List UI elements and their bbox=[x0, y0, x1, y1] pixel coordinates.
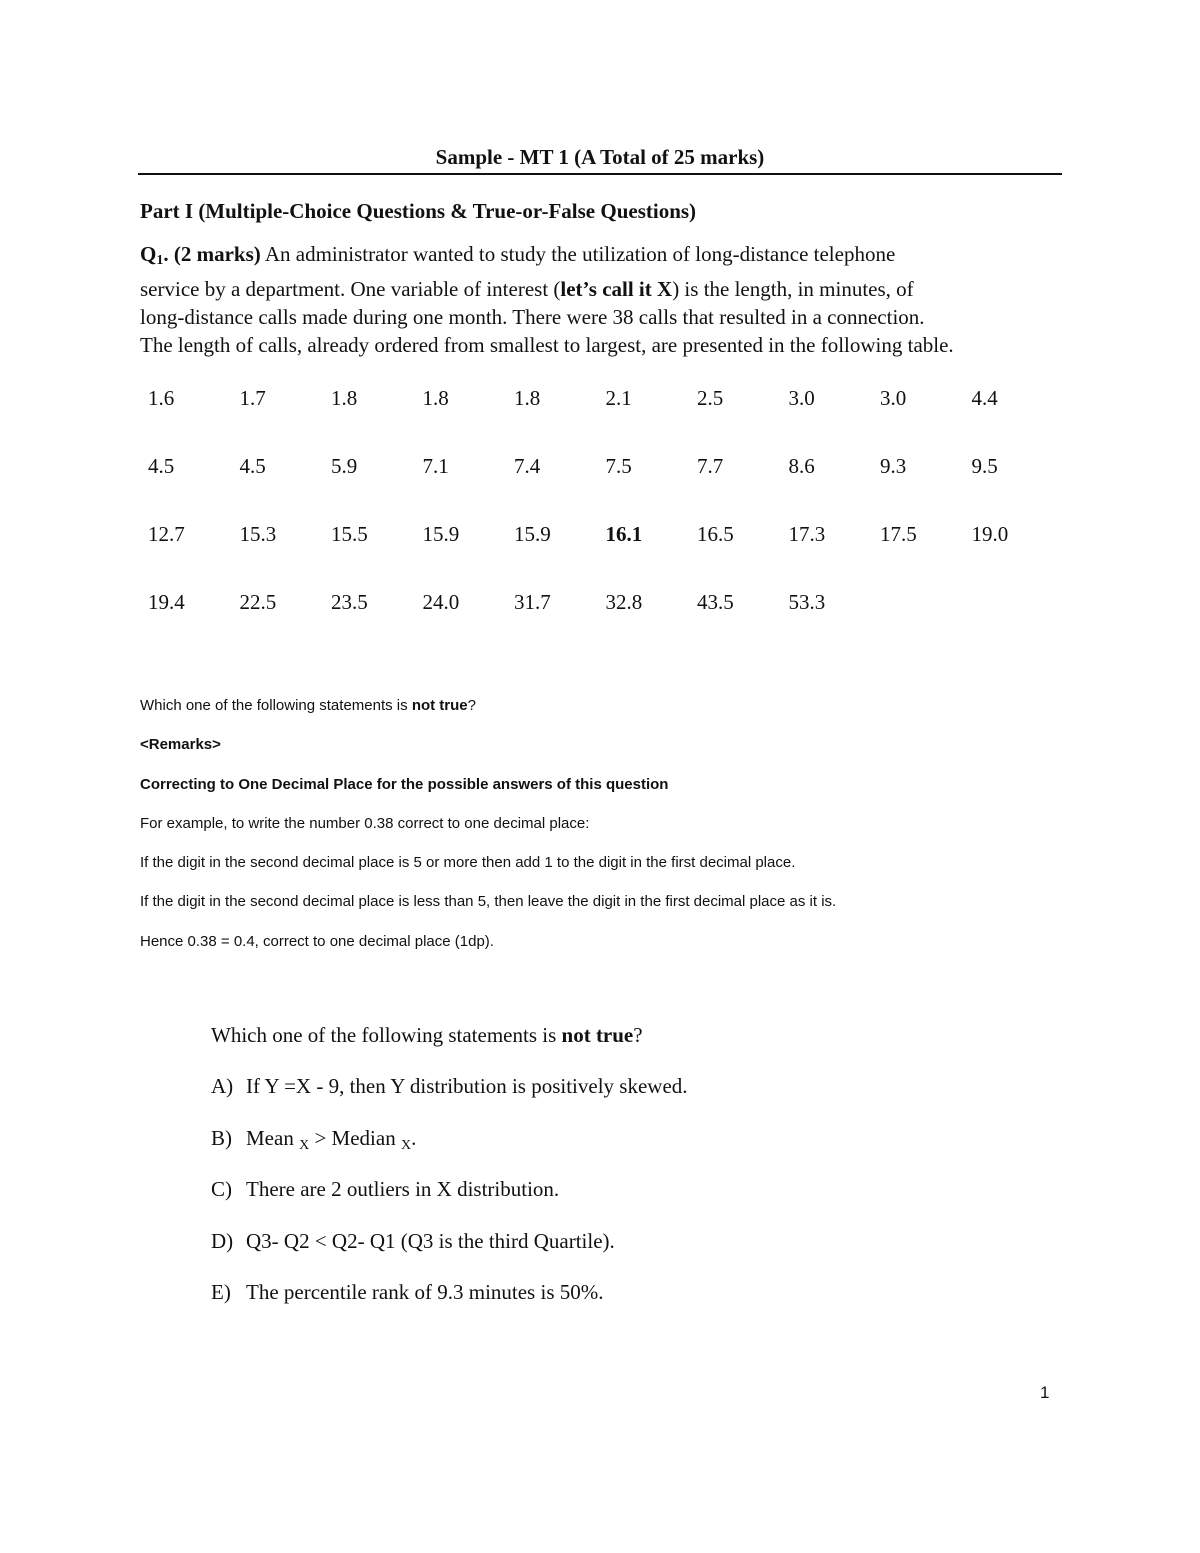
question-1-label-q: Q bbox=[140, 242, 157, 266]
options-question-emphasis: not true bbox=[561, 1023, 634, 1047]
table-cell: 4.5 bbox=[239, 454, 266, 478]
option-b-letter: B) bbox=[211, 1125, 232, 1150]
table-cell: 3.0 bbox=[880, 386, 907, 410]
option-b bbox=[211, 1123, 688, 1153]
question-1-label-number: 1 bbox=[156, 253, 164, 268]
table-cell: 1.6 bbox=[148, 386, 175, 410]
remarks-question-emphasis: not true bbox=[411, 697, 468, 714]
table-cell: 1.8 bbox=[422, 386, 449, 410]
option-e-text: The percentile rank of 9.3 minutes is 50%. bbox=[246, 1280, 604, 1304]
table-row bbox=[148, 590, 1063, 658]
option-d bbox=[211, 1226, 688, 1256]
option-d-text: Q3- Q2 < Q2- Q1 (Q3 is the third Quartile). bbox=[246, 1228, 615, 1253]
option-b-median: > Median bbox=[309, 1125, 401, 1150]
answer-options bbox=[211, 1020, 688, 1329]
option-c-text: There are 2 outliers in X distribution. bbox=[246, 1177, 560, 1201]
remarks-rule-2: If the digit in the second decimal place is less than 5, then leave the digit in the first decimal place as it is. bbox=[140, 893, 837, 911]
option-a bbox=[211, 1071, 688, 1101]
remarks-subheading: Correcting to One Decimal Place for the possible answers of this question bbox=[140, 775, 669, 793]
question-1-text-1: An administrator wanted to study the utilization of long-distance telephone bbox=[260, 242, 896, 266]
call-length-table bbox=[148, 386, 1063, 658]
remarks-heading: <Remarks> bbox=[140, 736, 221, 754]
option-a-letter: A) bbox=[211, 1074, 234, 1098]
question-1-line-1 bbox=[140, 240, 1080, 275]
table-cell: 4.4 bbox=[971, 386, 998, 410]
table-cell: 15.5 bbox=[331, 522, 368, 546]
table-cell: 7.7 bbox=[697, 454, 724, 478]
remarks-rule-1: If the digit in the second decimal place is 5 or more then add 1 to the digit in the first decimal place. bbox=[140, 854, 796, 872]
table-cell: 17.5 bbox=[880, 522, 917, 546]
question-1-text-2a: service by a department. One variable of interest ( bbox=[140, 277, 561, 301]
table-cell: 8.6 bbox=[788, 454, 815, 478]
table-cell: 9.5 bbox=[971, 454, 998, 478]
question-1-line-4: The length of calls, already ordered from smallest to largest, are presented in the following table. bbox=[140, 333, 954, 357]
remarks-question-mark: ? bbox=[467, 697, 476, 714]
table-cell: 16.5 bbox=[697, 522, 734, 546]
option-c-letter: C) bbox=[211, 1177, 232, 1201]
question-1-label bbox=[140, 242, 261, 266]
table-cell: 19.4 bbox=[148, 590, 185, 614]
option-b-end: . bbox=[411, 1125, 417, 1150]
question-1-text-2b: ) is the length, in minutes, of bbox=[672, 277, 914, 301]
title-divider bbox=[138, 173, 1062, 175]
question-1-line-3: long-distance calls made during one month. There were 38 calls that resulted in a connection. bbox=[140, 305, 925, 329]
table-row bbox=[148, 522, 1063, 590]
option-b-mean-subscript: X bbox=[299, 1137, 310, 1153]
part-heading: Part I (Multiple-Choice Questions & True-or-False Questions) bbox=[140, 199, 697, 223]
question-1-variable-name: let’s call it X bbox=[560, 277, 673, 301]
table-cell: 15.3 bbox=[239, 522, 277, 546]
table-cell: 9.3 bbox=[880, 454, 907, 478]
table-cell: 16.1 bbox=[605, 522, 643, 546]
remarks-question bbox=[140, 696, 836, 716]
table-cell: 7.4 bbox=[514, 454, 541, 478]
table-cell: 19.0 bbox=[971, 522, 1009, 546]
remarks-conclusion: Hence 0.38 = 0.4, correct to one decimal place (1dp). bbox=[140, 932, 494, 950]
option-e-letter: E) bbox=[211, 1280, 231, 1304]
options-question-text: Which one of the following statements is bbox=[211, 1023, 562, 1047]
table-cell: 32.8 bbox=[605, 590, 643, 614]
remarks-example: For example, to write the number 0.38 correct to one decimal place: bbox=[140, 814, 590, 832]
table-cell: 15.9 bbox=[514, 522, 551, 546]
table-cell: 1.8 bbox=[514, 386, 541, 410]
table-cell: 12.7 bbox=[148, 522, 185, 546]
table-row bbox=[148, 454, 1063, 522]
table-cell: 31.7 bbox=[514, 590, 551, 614]
table-cell: 1.7 bbox=[239, 386, 266, 410]
table-cell: 2.1 bbox=[605, 386, 632, 410]
table-cell: 43.5 bbox=[697, 590, 734, 614]
table-cell: 23.5 bbox=[331, 590, 368, 614]
table-cell: 24.0 bbox=[422, 590, 460, 614]
table-cell: 1.8 bbox=[331, 386, 358, 410]
options-question bbox=[211, 1020, 688, 1050]
table-cell: 53.3 bbox=[788, 590, 826, 614]
question-1-marks: . (2 marks) bbox=[163, 242, 261, 266]
table-cell: 17.3 bbox=[788, 522, 826, 546]
page-number: 1 bbox=[1040, 1383, 1050, 1402]
option-c bbox=[211, 1174, 688, 1204]
table-cell: 2.5 bbox=[697, 386, 724, 410]
option-d-letter: D) bbox=[211, 1228, 234, 1253]
table-cell: 3.0 bbox=[788, 386, 815, 410]
options-question-mark: ? bbox=[633, 1023, 643, 1047]
table-cell bbox=[972, 590, 1064, 658]
option-a-text: If Y =X - 9, then Y distribution is positively skewed. bbox=[246, 1074, 688, 1098]
table-cell: 7.1 bbox=[422, 454, 449, 478]
option-b-median-subscript: X bbox=[400, 1137, 412, 1153]
table-cell: 5.9 bbox=[331, 454, 358, 478]
table-cell: 15.9 bbox=[422, 522, 460, 546]
remarks-question-text: Which one of the following statements is bbox=[140, 697, 412, 714]
remarks-section bbox=[140, 696, 836, 971]
question-1-line-2 bbox=[140, 275, 1080, 303]
option-b-mean: Mean bbox=[246, 1125, 300, 1150]
table-row bbox=[148, 386, 1063, 454]
table-cell: 7.5 bbox=[605, 454, 632, 478]
table-cell bbox=[880, 590, 972, 658]
page-title: Sample - MT 1 (A Total of 25 marks) bbox=[435, 145, 765, 169]
option-e bbox=[211, 1277, 688, 1307]
table-cell: 22.5 bbox=[239, 590, 277, 614]
question-1-prompt bbox=[140, 240, 1080, 359]
option-b-text bbox=[246, 1123, 416, 1153]
table-cell: 4.5 bbox=[148, 454, 175, 478]
